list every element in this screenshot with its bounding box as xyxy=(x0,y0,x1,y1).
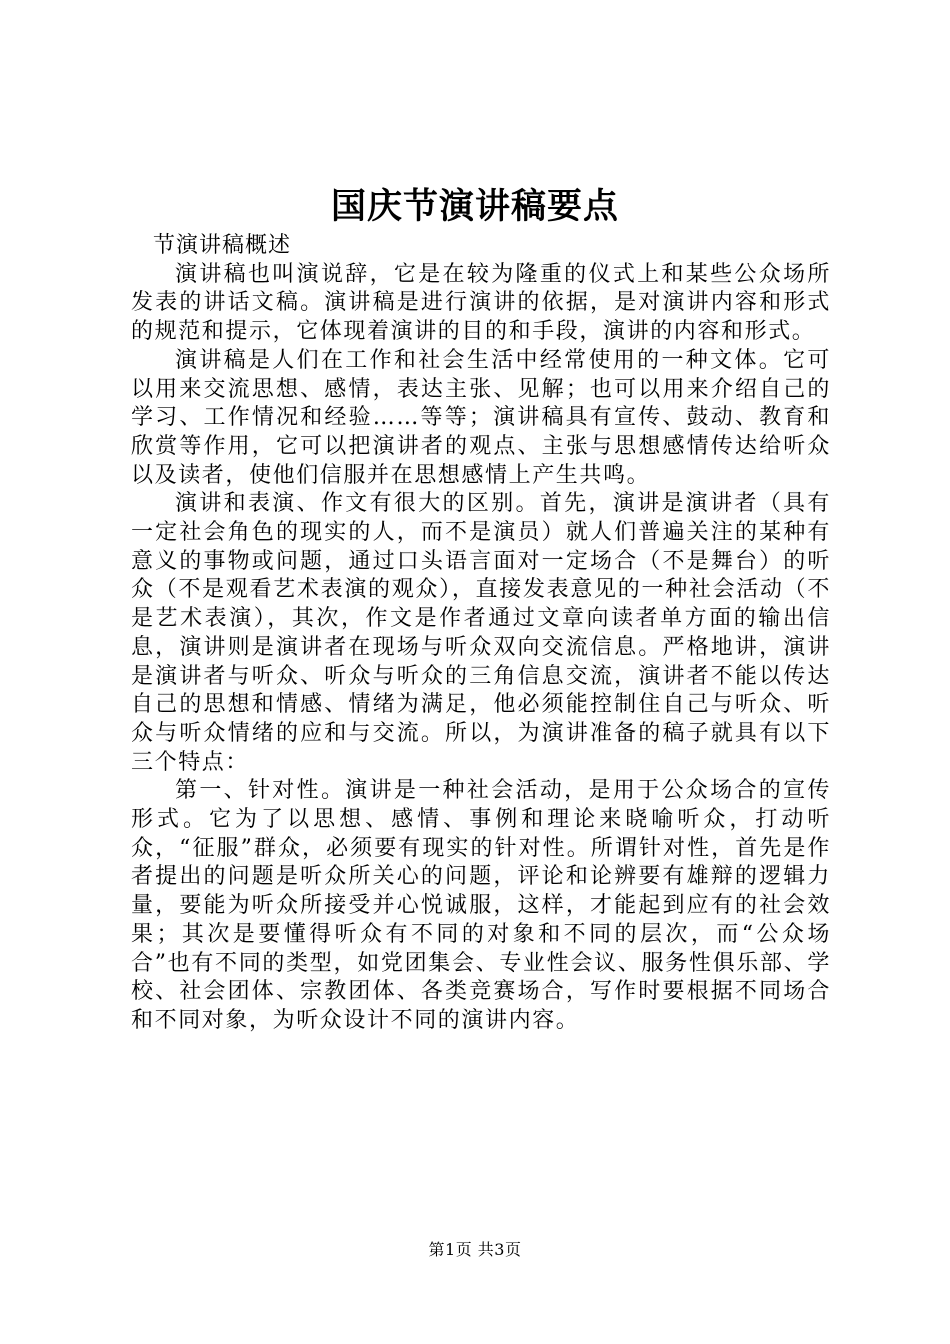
paragraph-targeting: 第一、针对性。演讲是一种社会活动，是用于公众场合的宣传形式。它为了以思想、感情、事例和理论来晓喻听众，打动听众，“征服”群众，必须要有现实的针对性。所谓针对性，首先是作者提出的问题是听众所关心的问题，评论和论辨要有雄辩的逻辑力量，要能为听众所接受并心悦诚服，这样，才能起到应有的社会效果；其次是要懂得听众有不同的对象和不同的层次，而“公众场合”也有不同的类型，如党团集会、专业性会议、服务性俱乐部、学校、社会团体、宗教团体、各类竞赛场合，写作时要根据不同场合和不同对象，为听众设计不同的演讲内容。 xyxy=(131,778,831,1033)
section-heading: 节演讲稿概述 xyxy=(153,233,292,258)
paragraph-definition: 演讲稿也叫演说辞，它是在较为隆重的仪式上和某些公众场所发表的讲话文稿。演讲稿是进行演讲的依据，是对演讲内容和形式的规范和提示，它体现着演讲的目的和手段，演讲的内容和形式。 xyxy=(131,261,831,345)
paragraph-usage: 演讲稿是人们在工作和社会生活中经常使用的一种文体。它可以用来交流思想、感情，表达主张、见解；也可以用来介绍自己的学习、工作情况和经验……等等；演讲稿具有宣传、鼓动、教育和欣赏等作用，它可以把演讲者的观点、主张与思想感情传达给听众以及读者，使他们信服并在思想感情上产生共鸣。 xyxy=(131,347,831,488)
page-footer: 第1页 共3页 xyxy=(428,1240,522,1259)
paragraph-difference: 演讲和表演、作文有很大的区别。首先，演讲是演讲者（具有一定社会角色的现实的人，而不是演员）就人们普遍关注的某种有意义的事物或问题，通过口头语言面对一定场合（不是舞台）的听众（不是观看艺术表演的观众），直接发表意见的一种社会活动（不是艺术表演），其次，作文是作者通过文章向读者单方面的输出信息，演讲则是演讲者在现场与听众双向交流信息。严格地讲，演讲是演讲者与听众、听众与听众的三角信息交流，演讲者不能以传达自己的思想和情感、情绪为满足，他必须能控制住自己与听众、听众与听众情绪的应和与交流。所以，为演讲准备的稿子就具有以下三个特点： xyxy=(131,491,831,775)
document-body xyxy=(131,232,831,1036)
document-title: 国庆节演讲稿要点 xyxy=(330,187,619,227)
